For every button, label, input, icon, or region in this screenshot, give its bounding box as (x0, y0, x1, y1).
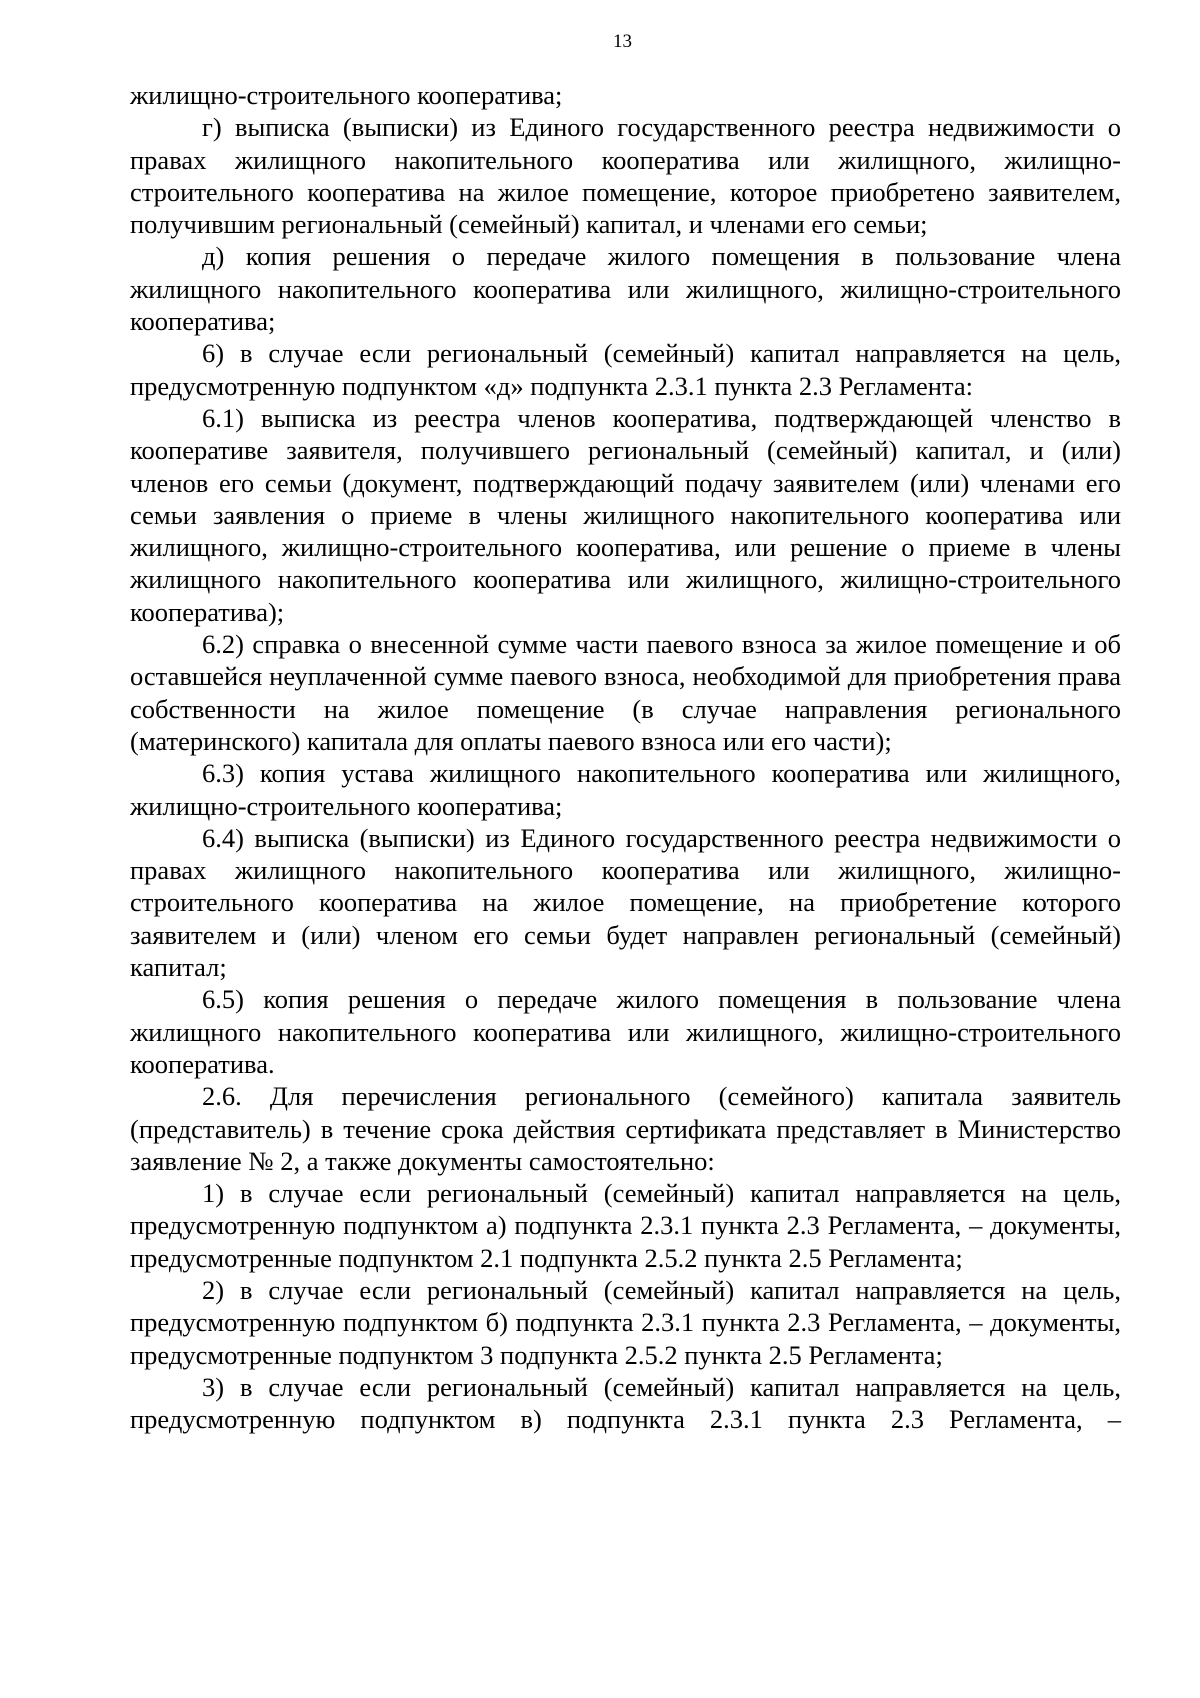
paragraph-6-5: 6.5) копия решения о передаче жилого помещения в пользование члена жилищного накопительного кооператива или жилищного, жилищно-строительного кооператива. (130, 984, 1121, 1079)
paragraph-g: г) выписка (выписки) из Единого государственного реестра недвижимости о правах жилищного накопительного кооператива или жилищного, жилищно-строительного кооператива на жилое помещение, которое приобретено заявителем, получившим региональный (семейный) капитал, и членами его семьи; (130, 112, 1121, 240)
paragraph-d: д) копия решения о передаче жилого помещения в пользование члена жилищного накопительного кооператива или жилищного, жилищно-строительного кооператива; (130, 241, 1121, 337)
paragraph-6-3: 6.3) копия устава жилищного накопительного кооператива или жилищного, жилищно-строительного кооператива; (130, 758, 1121, 821)
paragraph-6-2: 6.2) справка о внесенной сумме части паевого взноса за жилое помещение и об оставшейся неуплаченной сумме паевого взноса, необходимой для приобретения права собственности на жилое помещение (в случае направления регионального (материнского) капитала для оплаты паевого взноса или его части); (130, 629, 1121, 756)
paragraph-6-1: 6.1) выписка из реестра членов кооператива, подтверждающей членство в кооперативе заявителя, получившего региональный (семейный) капитал, и (или) членов его семьи (документ, подтверждающий подачу заявителем (или) членами его семьи заявления о приеме в члены жилищного накопительного кооператива или жилищного, жилищно-строительного кооператива, или решение о приеме в члены жилищного накопительного кооператива или жилищного, жилищно-строительного кооператива); (130, 402, 1121, 627)
paragraph-1: 1) в случае если региональный (семейный) капитал направляется на цель, предусмотренную подпунктом а) подпункта 2.3.1 пункта 2.3 Регламента, – документы, предусмотренные подпунктом 2.1 подпункта 2.5.2 пункта 2.5 Регламента; (130, 1178, 1121, 1273)
paragraph-2: 2) в случае если региональный (семейный) капитал направляется на цель, предусмотренную подпунктом б) подпункта 2.3.1 пункта 2.3 Регламента, – документы, предусмотренные подпунктом 3 подпункта 2.5.2 пункта 2.5 Регламента; (130, 1274, 1121, 1370)
paragraph-6: 6) в случае если региональный (семейный) капитал направляется на цель, предусмотренную подпунктом «д» подпункта 2.3.1 пункта 2.3 Регламента: (130, 338, 1121, 401)
page-number: 13 (613, 31, 632, 52)
paragraph-3: 3) в случае если региональный (семейный) капитал направляется на цель, предусмотренную подпунктом в) подпункта 2.3.1 пункта 2.3 Регламента, – (130, 1371, 1121, 1435)
document-body (130, 79, 1121, 1435)
paragraph-6-4: 6.4) выписка (выписки) из Единого государственного реестра недвижимости о правах жилищного накопительного кооператива или жилищного, жилищно-строительного кооператива на жилое помещение, на приобретение которого заявителем и (или) членом его семьи будет направлен региональный (семейный) капитал; (130, 822, 1121, 983)
paragraph-continuation: жилищно-строительного кооператива; (130, 80, 563, 110)
paragraph-2-6: 2.6. Для перечисления регионального (семейного) капитала заявитель (представитель) в течение срока действия сертификата представляет в Министерство заявление № 2, а также документы самостоятельно: (130, 1081, 1121, 1176)
